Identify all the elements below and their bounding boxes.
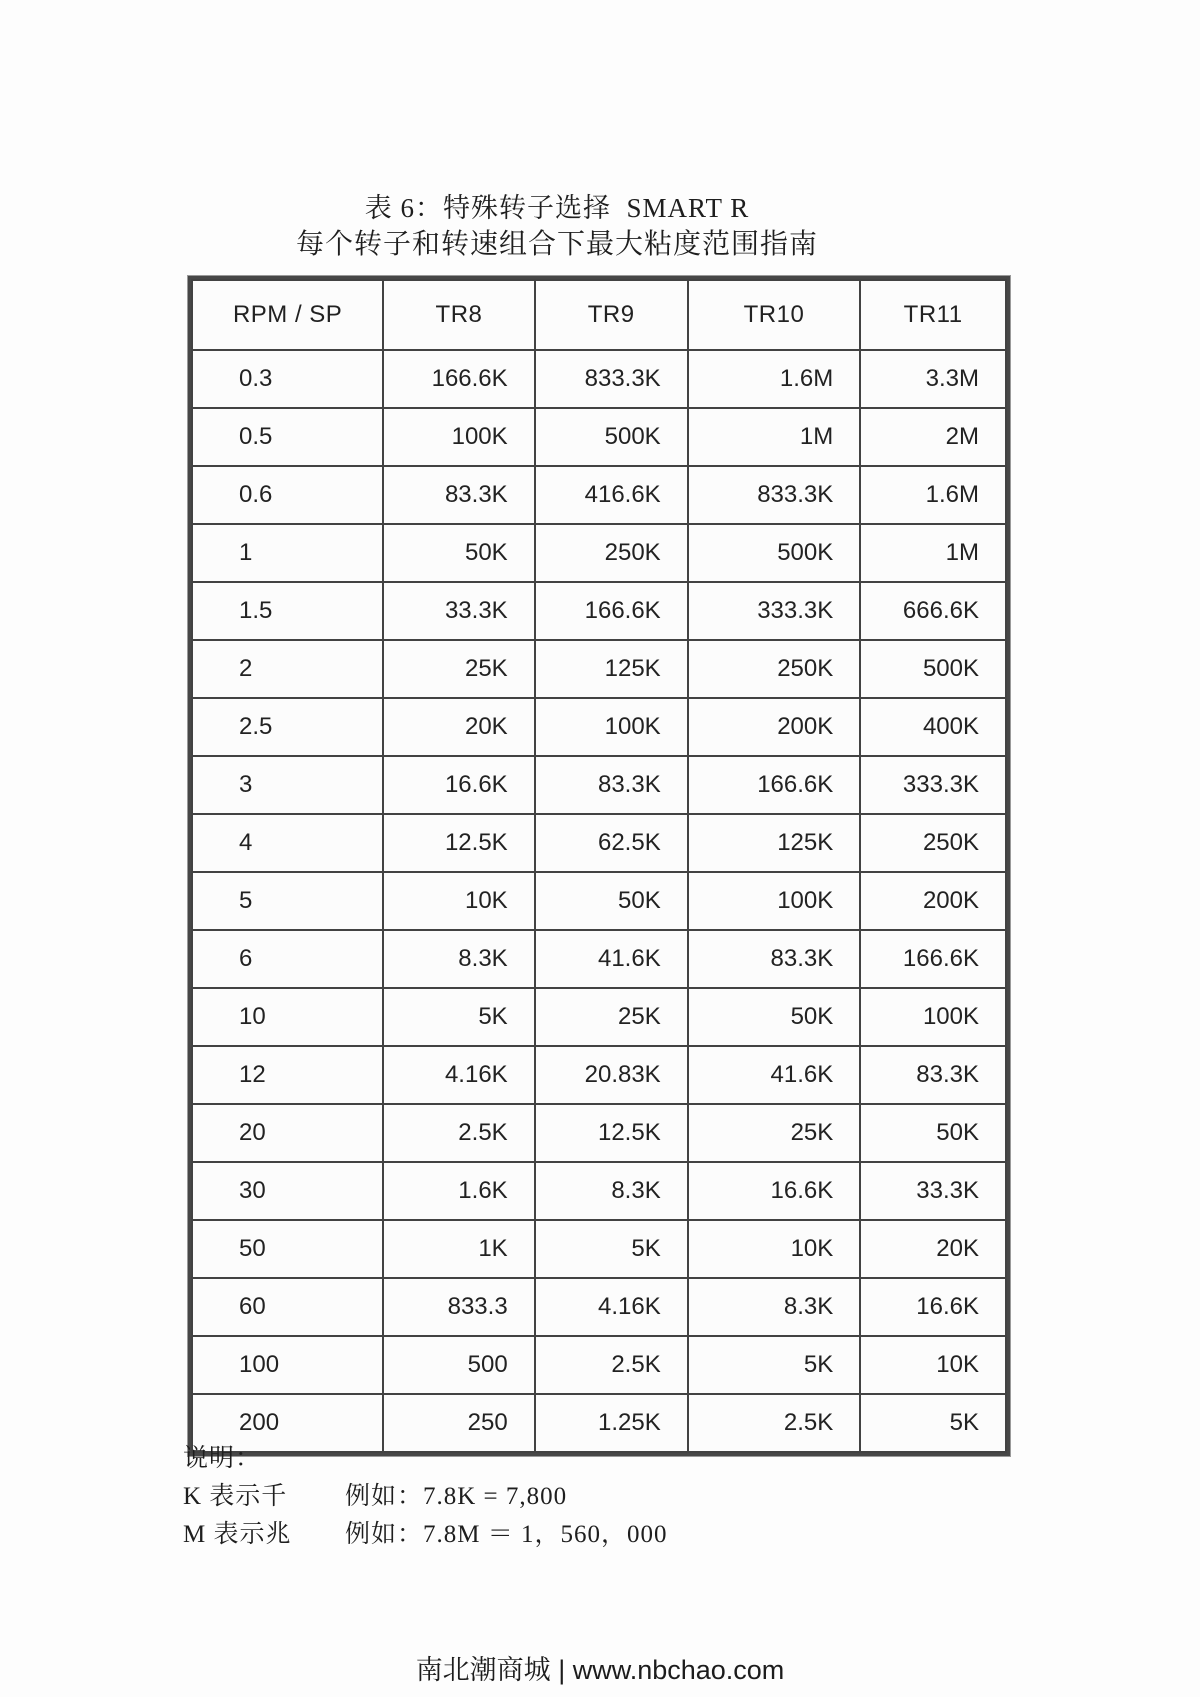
table-row (192, 640, 1006, 698)
note-line-m (183, 1516, 667, 1554)
viscosity-cell: 5K (535, 1220, 688, 1278)
table-row (192, 1162, 1006, 1220)
viscosity-cell: 100K (860, 988, 1006, 1046)
viscosity-cell: 500K (688, 524, 861, 582)
viscosity-cell: 2.5K (383, 1104, 534, 1162)
viscosity-cell: 500K (535, 408, 688, 466)
viscosity-cell: 4.16K (535, 1278, 688, 1336)
viscosity-cell: 10K (860, 1336, 1006, 1394)
note-term-k: K 表示千 (183, 1483, 288, 1510)
table-row (192, 1220, 1006, 1278)
rpm-cell: 20 (192, 1104, 383, 1162)
viscosity-cell: 25K (535, 988, 688, 1046)
viscosity-cell: 3.3M (860, 350, 1006, 408)
viscosity-cell: 8.3K (688, 1278, 861, 1336)
viscosity-cell: 833.3 (383, 1278, 534, 1336)
viscosity-table (191, 279, 1007, 1453)
viscosity-cell: 400K (860, 698, 1006, 756)
table-row (192, 1336, 1006, 1394)
rpm-cell: 100 (192, 1336, 383, 1394)
viscosity-cell: 250K (688, 640, 861, 698)
viscosity-cell: 16.6K (383, 756, 534, 814)
column-header: TR9 (535, 280, 688, 350)
table-row (192, 350, 1006, 408)
rpm-cell: 50 (192, 1220, 383, 1278)
table-title: 表 6：特殊转子选择 SMART R (364, 193, 750, 223)
rpm-cell: 0.6 (192, 466, 383, 524)
viscosity-cell: 62.5K (535, 814, 688, 872)
table-row (192, 582, 1006, 640)
viscosity-table-wrapper (188, 276, 1010, 1456)
rpm-cell: 0.3 (192, 350, 383, 408)
table-row (192, 814, 1006, 872)
viscosity-cell: 2.5K (688, 1394, 861, 1452)
viscosity-cell: 166.6K (688, 756, 861, 814)
rpm-cell: 1 (192, 524, 383, 582)
viscosity-cell: 10K (383, 872, 534, 930)
note-term-m: M 表示兆 (183, 1521, 292, 1548)
viscosity-cell: 16.6K (688, 1162, 861, 1220)
viscosity-cell: 12.5K (383, 814, 534, 872)
column-header: TR8 (383, 280, 534, 350)
viscosity-cell: 20.83K (535, 1046, 688, 1104)
viscosity-cell: 166.6K (535, 582, 688, 640)
viscosity-cell: 33.3K (383, 582, 534, 640)
viscosity-cell: 166.6K (860, 930, 1006, 988)
note-example-m: 例如：7.8M ＝ 1，560，000 (345, 1521, 668, 1548)
viscosity-cell: 100K (535, 698, 688, 756)
viscosity-cell: 16.6K (860, 1278, 1006, 1336)
rpm-cell: 12 (192, 1046, 383, 1104)
rpm-cell: 60 (192, 1278, 383, 1336)
rpm-cell: 5 (192, 872, 383, 930)
viscosity-cell: 20K (383, 698, 534, 756)
viscosity-cell: 8.3K (535, 1162, 688, 1220)
note-line-k (183, 1478, 667, 1516)
viscosity-cell: 83.3K (860, 1046, 1006, 1104)
viscosity-cell: 50K (535, 872, 688, 930)
table-subtitle: 每个转子和转速组合下最大粘度范围指南 (295, 229, 818, 260)
table-row (192, 1104, 1006, 1162)
rpm-cell: 30 (192, 1162, 383, 1220)
viscosity-cell: 50K (383, 524, 534, 582)
viscosity-cell: 1M (860, 524, 1006, 582)
viscosity-cell: 50K (860, 1104, 1006, 1162)
viscosity-cell: 25K (688, 1104, 861, 1162)
viscosity-cell: 166.6K (383, 350, 534, 408)
site-watermark: 南北潮商城 | www.nbchao.com (415, 1655, 785, 1685)
viscosity-cell: 5K (383, 988, 534, 1046)
column-header: TR11 (860, 280, 1006, 350)
rpm-cell: 4 (192, 814, 383, 872)
rpm-cell: 6 (192, 930, 383, 988)
note-example-k: 例如：7.8K = 7,800 (345, 1483, 568, 1510)
table-row (192, 1046, 1006, 1104)
viscosity-cell: 41.6K (688, 1046, 861, 1104)
rpm-cell: 2 (192, 640, 383, 698)
table-header-row (192, 280, 1006, 350)
viscosity-cell: 250 (383, 1394, 534, 1452)
table-row (192, 1278, 1006, 1336)
table-row (192, 466, 1006, 524)
viscosity-cell: 250K (860, 814, 1006, 872)
viscosity-cell: 1M (688, 408, 861, 466)
rpm-cell: 10 (192, 988, 383, 1046)
viscosity-cell: 33.3K (860, 1162, 1006, 1220)
viscosity-cell: 8.3K (383, 930, 534, 988)
viscosity-cell: 1.6K (383, 1162, 534, 1220)
viscosity-cell: 83.3K (535, 756, 688, 814)
viscosity-cell: 83.3K (688, 930, 861, 988)
table-row (192, 756, 1006, 814)
viscosity-cell: 333.3K (860, 756, 1006, 814)
column-header: RPM / SP (192, 280, 383, 350)
viscosity-cell: 10K (688, 1220, 861, 1278)
viscosity-cell: 1K (383, 1220, 534, 1278)
viscosity-cell: 200K (860, 872, 1006, 930)
title-block (0, 190, 1114, 264)
rpm-cell: 200 (192, 1394, 383, 1452)
notes-heading: 说明： (183, 1445, 262, 1472)
viscosity-cell: 41.6K (535, 930, 688, 988)
viscosity-cell: 1.6M (860, 466, 1006, 524)
table-row (192, 872, 1006, 930)
viscosity-cell: 200K (688, 698, 861, 756)
viscosity-cell: 1.25K (535, 1394, 688, 1452)
viscosity-cell: 833.3K (535, 350, 688, 408)
viscosity-cell: 5K (688, 1336, 861, 1394)
table-row (192, 408, 1006, 466)
viscosity-cell: 125K (535, 640, 688, 698)
viscosity-cell: 2.5K (535, 1336, 688, 1394)
viscosity-cell: 100K (688, 872, 861, 930)
viscosity-cell: 666.6K (860, 582, 1006, 640)
viscosity-cell: 333.3K (688, 582, 861, 640)
viscosity-cell: 20K (860, 1220, 1006, 1278)
viscosity-cell: 4.16K (383, 1046, 534, 1104)
rpm-cell: 2.5 (192, 698, 383, 756)
viscosity-cell: 83.3K (383, 466, 534, 524)
column-header: TR10 (688, 280, 861, 350)
table-row (192, 988, 1006, 1046)
viscosity-cell: 100K (383, 408, 534, 466)
viscosity-cell: 12.5K (535, 1104, 688, 1162)
rpm-cell: 3 (192, 756, 383, 814)
table-row (192, 930, 1006, 988)
viscosity-cell: 1.6M (688, 350, 861, 408)
table-row (192, 698, 1006, 756)
viscosity-cell: 50K (688, 988, 861, 1046)
viscosity-cell: 833.3K (688, 466, 861, 524)
table-body (192, 350, 1006, 1452)
rpm-cell: 0.5 (192, 408, 383, 466)
notes-block (183, 1440, 667, 1554)
viscosity-cell: 500K (860, 640, 1006, 698)
viscosity-cell: 125K (688, 814, 861, 872)
viscosity-cell: 5K (860, 1394, 1006, 1452)
viscosity-cell: 250K (535, 524, 688, 582)
table-row (192, 524, 1006, 582)
viscosity-cell: 416.6K (535, 466, 688, 524)
viscosity-cell: 2M (860, 408, 1006, 466)
viscosity-cell: 500 (383, 1336, 534, 1394)
header-row (192, 280, 1006, 350)
viscosity-cell: 25K (383, 640, 534, 698)
rpm-cell: 1.5 (192, 582, 383, 640)
